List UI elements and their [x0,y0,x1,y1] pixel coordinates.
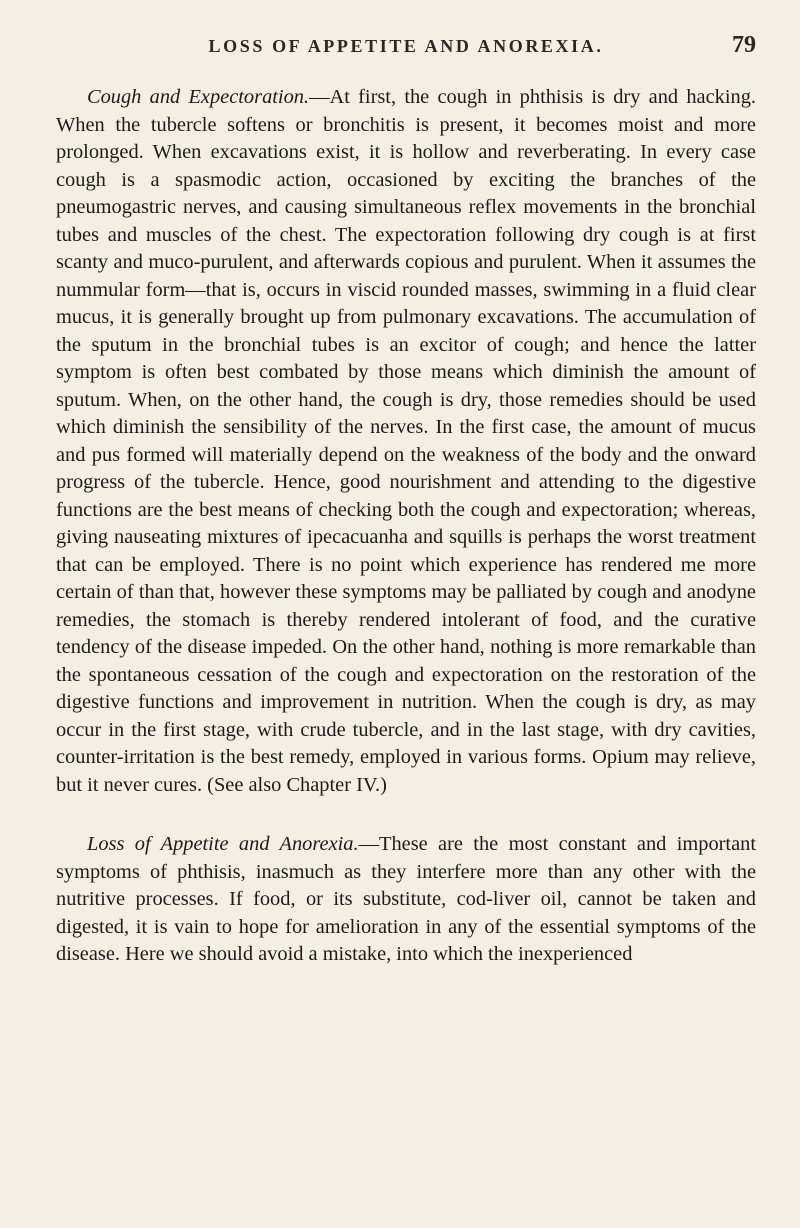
running-title: LOSS OF APPETITE AND ANOREXIA. [208,36,604,56]
paragraph-text: —At first, the cough in phthisis is dry and hacking. When the tubercle softens or bronchitis is present, it becomes moist and more prolonged. When excavations exist, it is hollow and reverberating. In every case cough is a spasmodic action, occasioned by exciting the branches of the pneumogastric nerves, and causing simultaneous reflex movements in the bronchial tubes and muscles of the chest. The expectoration following dry cough is at first scanty and muco-purulent, and afterwards copious and purulent. When it assumes the nummular form—that is, occurs in viscid rounded masses, swimming in a fluid clear mucus, it is generally brought up from pulmonary excavations. The accumulation of the sputum in the bronchial tubes is an excitor of cough; and hence the latter symptom is often best combated by those means which diminish the amount of sputum. When, on the other hand, the cough is dry, those remedies should be used which diminish the sensibility of the nerves. In the first case, the amount of mucus and pus formed will materially depend on the weakness of the body and the onward progress of the tubercle. Hence, good nourishment and attending to the digestive functions are the best means of checking both the cough and expectoration; whereas, giving nauseating mixtures of ipecacuanha and squills is perhaps the worst treatment that can be employed. There is no point which experience has rendered me more certain of than that, however these symptoms may be palliated by cough and anodyne remedies, the stomach is thereby rendered intolerant of food, and the curative tendency of the disease impeded. On the other hand, nothing is more remarkable than the spontaneous cessation of the cough and expectoration on the restoration of the digestive functions and improvement in nutrition. When the cough is dry, as may occur in the first stage, with crude tubercle, and in the last stage, with dry cavities, counter-irritation is the best remedy, employed in various forms. Opium may relieve, but it never cures. (See also Chapter IV.) [56,86,757,796]
section-lead: Cough and Expectoration. [87,86,310,108]
page-number: 79 [732,32,756,58]
paragraph-cough-expectoration [56,84,756,799]
body-text [56,84,756,969]
paragraph-loss-of-appetite [56,831,756,969]
running-head [56,32,756,64]
section-lead: Loss of Appetite and Anorexia. [87,833,359,855]
paragraph-text: —These are the most constant and important symptoms of phthisis, inasmuch as they interfere more than any other with the nutritive processes. If food, or its substitute, cod-liver oil, cannot be taken and digested, it is vain to hope for amelioration in any of the essential symptoms of the disease. Here we should avoid a mistake, into which the inexperienced [56,833,756,965]
